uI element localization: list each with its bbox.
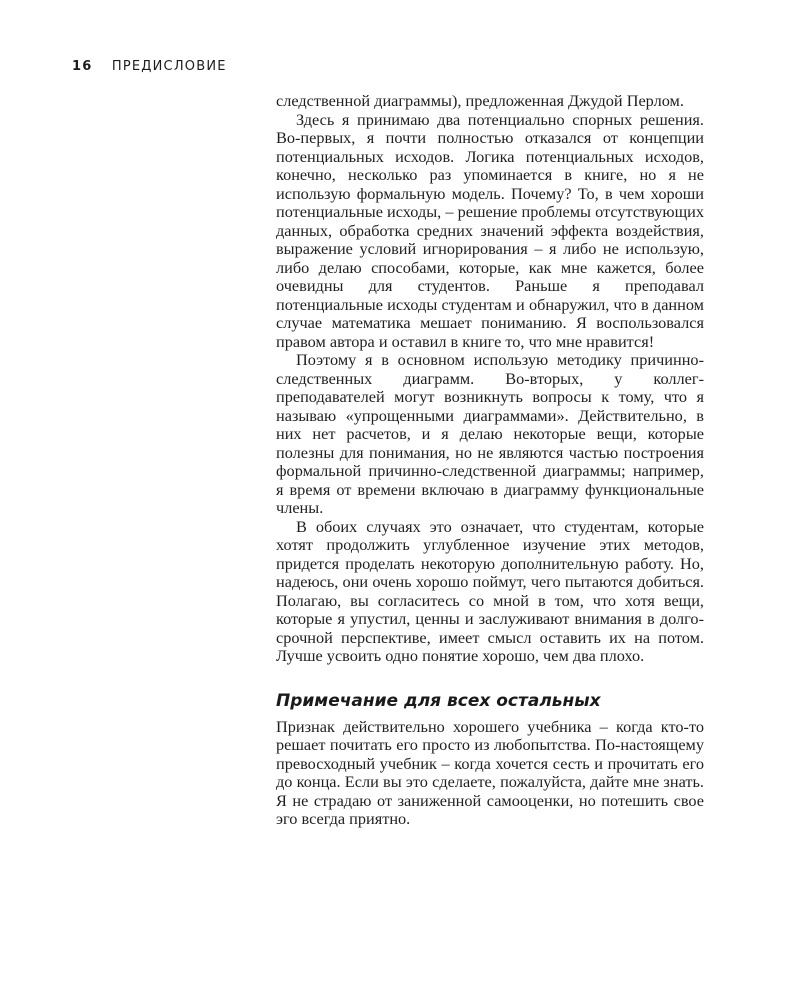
body-text <box>276 92 704 829</box>
section-heading: Примечание для всех остальных <box>276 690 601 711</box>
paragraph-note-for-everyone: Признак действительно хорошего учебника – когда кто-то решает почитать его просто из любопытства. По-настоящему превосходный учебник – когда хочется сесть и прочитать его до конца. Если вы это сделаете, пожалуйста, дайте мне знать. Я не страдаю от заниженной самооценки, но потешить свое эго всегда приятно. <box>276 716 704 828</box>
paragraph-methodology: Поэтому я в основном использую методику причинно-следственных диаграмм. Во-вторых, у коллег-преподавателей могут возникнуть вопросы к тому, что я называю «упрощенными диаграммами». Действительно, в них нет расчетов, и я делаю некоторые вещи, которые полезны для понимания, но не являются частью построения формальной причинно-следственной диаграммы; например, я время от времени включаю в диаграмму функциональные члены. <box>276 350 704 517</box>
page-number: 16 <box>72 59 93 74</box>
running-head <box>72 59 227 74</box>
running-head-title: ПРЕДИСЛОВИЕ <box>111 59 227 74</box>
paragraph-continuation: следственной диаграммы), предложенная Джудой Перлом. <box>276 91 684 110</box>
paragraph-decisions: Здесь я принимаю два потенциально спорных решения. Во-первых, я почти полностью отказался от концепции потенциальных исходов. Логика потенциальных исходов, конечно, несколько раз упоминается в книге, но я не использую формальную модель. Почему? То, в чем хороши потенциальные исходы, – решение проблемы отсутствующих данных, обработка средних значений эффекта воздействия, выражение условий игнорирования – я либо не использую, либо делаю способами, которые, как мне кажется, более очевидны для студентов. Раньше я преподавал потенциальные исходы студентам и обнаружил, что в данном случае математика мешает пониманию. Я воспользовался правом автора и оставил в книге то, что мне нравится! <box>276 109 704 351</box>
paragraph-both-cases: В обоих случаях это означает, что студентам, которые хотят продолжить углубленное изучение этих методов, придется проделать некоторую дополнительную работу. Но, надеюсь, они очень хорошо поймут, чего пытаются добиться. Полагаю, вы согласитесь со мной в том, что хотя вещи, которые я упустил, ценны и заслуживают внимания в долгосрочной перспективе, имеет смысл оставить их на потом. Лучше усвоить одно понятие хорошо, чем два плохо. <box>276 516 704 665</box>
